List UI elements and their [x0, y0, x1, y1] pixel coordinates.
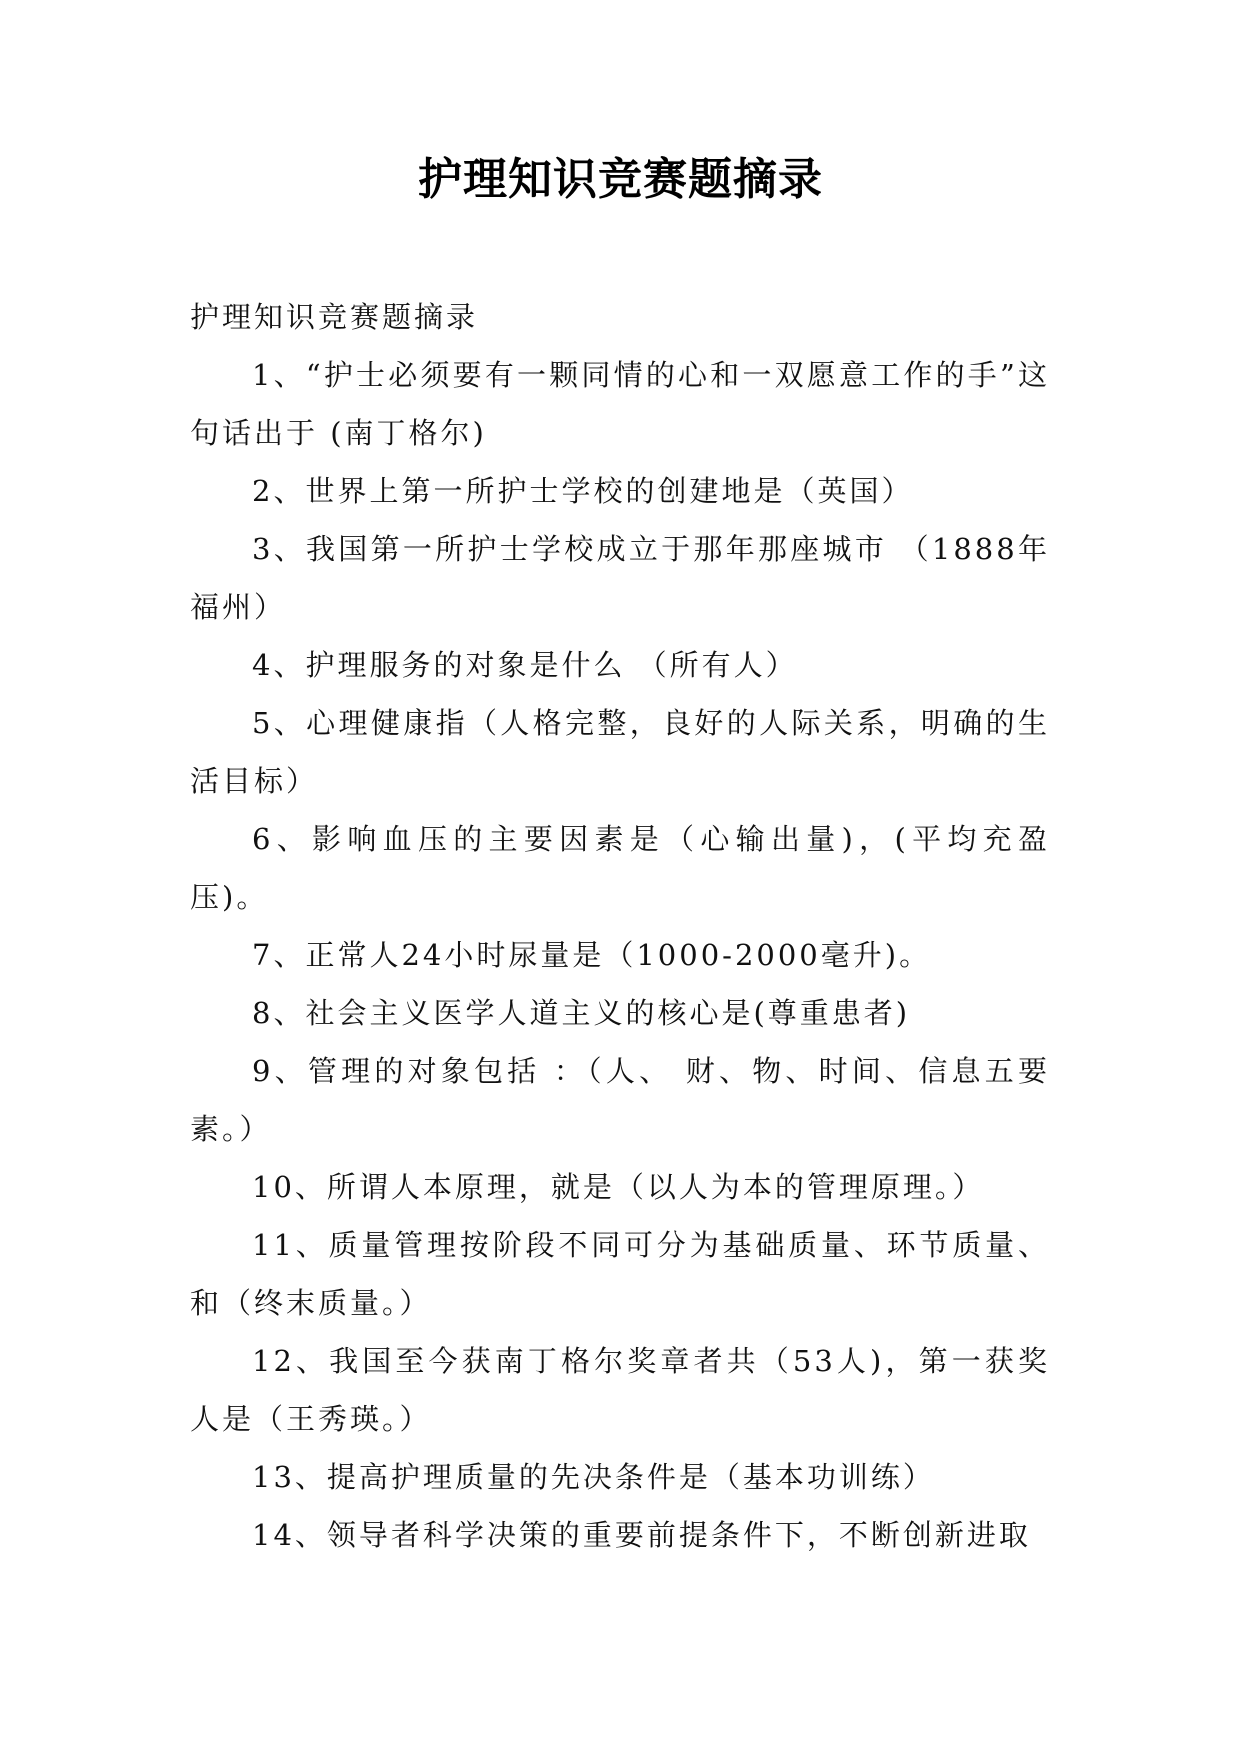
paragraph-heading: 护理知识竞赛题摘录 [190, 300, 479, 334]
question-6: 6、影响血压的主要因素是（心输出量)，(平均充盈压)。 [190, 822, 1050, 914]
question-8: 8、社会主义医学人道主义的核心是(尊重患者) [252, 996, 911, 1030]
question-9: 9、管理的对象包括 ：（人、 财、物、时间、信息五要素。） [190, 1054, 1050, 1146]
question-11: 11、质量管理按阶段不同可分为基础质量、环节质量、和（终末质量。） [190, 1228, 1050, 1320]
question-1: 1、“护士必须要有一颗同情的心和一双愿意工作的手”这句话出于 (南丁格尔) [190, 358, 1050, 450]
document-body [190, 288, 1050, 1564]
question-12: 12、我国至今获南丁格尔奖章者共（53人)，第一获奖人是（王秀瑛。） [190, 1344, 1050, 1436]
question-14: 14、领导者科学决策的重要前提条件下，不断创新进取 [252, 1518, 1031, 1552]
question-5: 5、心理健康指（人格完整，良好的人际关系，明确的生活目标） [190, 706, 1050, 798]
question-7: 7、正常人24小时尿量是（1000-2000毫升)。 [252, 938, 932, 972]
question-10: 10、所谓人本原理，就是（以人为本的管理原理。） [252, 1170, 985, 1204]
question-3: 3、我国第一所护士学校成立于那年那座城市 （1888年福州） [190, 532, 1050, 624]
question-2: 2、世界上第一所护士学校的创建地是（英国） [252, 474, 914, 508]
question-13: 13、提高护理质量的先决条件是（基本功训练） [252, 1460, 935, 1494]
question-4: 4、护理服务的对象是什么 （所有人） [252, 648, 798, 682]
document-title: 护理知识竞赛题摘录 [418, 154, 823, 205]
